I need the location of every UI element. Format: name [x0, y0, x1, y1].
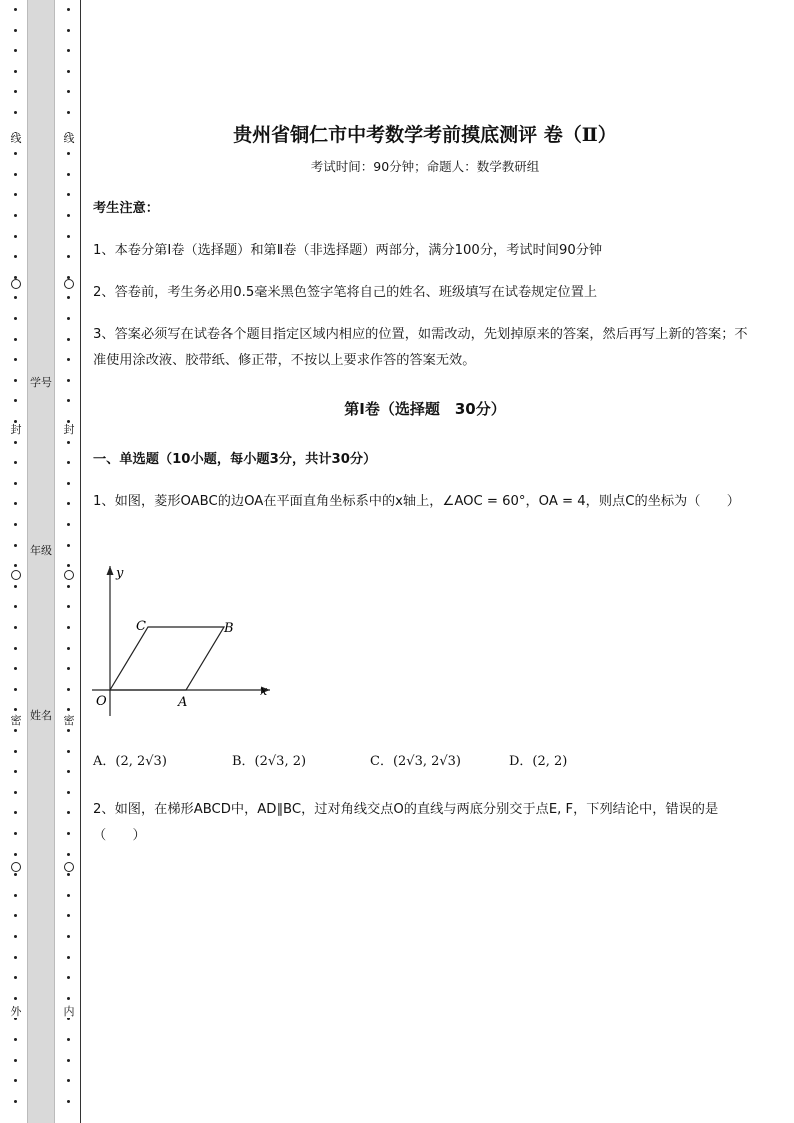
binding-dot [14, 956, 17, 959]
grade-label: 年级 [30, 544, 52, 557]
inner-mark-inside: 内 [63, 1005, 75, 1018]
binding-dot [14, 111, 17, 114]
binding-dot [67, 173, 70, 176]
binding-dot [67, 667, 70, 670]
binding-dot [14, 585, 17, 588]
point-O-label: O [96, 694, 107, 709]
binding-dot [67, 1038, 70, 1041]
binding-dot [67, 379, 70, 382]
student-info-strip [27, 0, 55, 1123]
binding-dot [67, 441, 70, 444]
notice-item-2: 2、答卷前，考生务必用0.5毫米黑色签字笔将自己的姓名、班级填写在试卷规定位置上 [93, 285, 598, 300]
binding-dot [14, 605, 17, 608]
binding-dot [67, 935, 70, 938]
binding-dot [67, 729, 70, 732]
binding-dot [14, 1038, 17, 1041]
binding-dot [67, 111, 70, 114]
outer-mark-secret: 密 [10, 714, 22, 727]
binding-dot [14, 317, 17, 320]
binding-dot [67, 894, 70, 897]
outer-mark-outside: 外 [10, 1005, 22, 1018]
x-axis-label: x [260, 684, 268, 699]
binding-dot [67, 832, 70, 835]
part-heading: 一、单选题（10小题，每小题3分，共计30分） [93, 452, 377, 467]
binding-border-line [80, 0, 81, 1123]
binding-dot [14, 152, 17, 155]
binding-dot [14, 214, 17, 217]
binding-dot [14, 894, 17, 897]
option-A[interactable]: A．(2, 2√3) [93, 754, 167, 769]
notice-item-3: 3、答案必须写在试卷各个题目指定区域内相应的位置，如需改动，先划掉原来的答案，然后再写上新的答案；不准使用涂改液、胶带纸、修正带，不按以上要求作答的答案无效。 [93, 327, 748, 368]
binding-dot [67, 461, 70, 464]
binding-dot [14, 914, 17, 917]
binding-dot [14, 708, 17, 711]
binding-dot [67, 8, 70, 11]
binding-dot [67, 358, 70, 361]
inner-dotted-line [62, 0, 76, 1123]
binding-dot [14, 90, 17, 93]
binding-dot [67, 647, 70, 650]
binding-dot [14, 173, 17, 176]
circle-mark [11, 570, 21, 580]
binding-dot [14, 626, 17, 629]
binding-dot [67, 1059, 70, 1062]
binding-dot [14, 1100, 17, 1103]
binding-dot [67, 914, 70, 917]
binding-dot [14, 791, 17, 794]
binding-dot [67, 49, 70, 52]
binding-dot [14, 1059, 17, 1062]
point-A-label: A [178, 695, 188, 710]
binding-dot [14, 193, 17, 196]
binding-dot [67, 708, 70, 711]
binding-dot [14, 935, 17, 938]
circle-mark [64, 570, 74, 580]
point-C-label: C [136, 619, 146, 634]
inner-mark-secret: 密 [63, 714, 75, 727]
option-D[interactable]: D．(2, 2) [509, 754, 568, 769]
binding-dot [67, 152, 70, 155]
binding-dot [14, 379, 17, 382]
binding-dot [67, 688, 70, 691]
circle-mark [11, 862, 21, 872]
binding-dot [67, 296, 70, 299]
binding-dot [14, 976, 17, 979]
question-1-stem: 1、如图，菱形OABC的边OA在平面直角坐标系中的x轴上，∠AOC = 60°，OA = 4，则点C的坐标为（ ） [93, 494, 740, 509]
binding-dot [14, 811, 17, 814]
exam-info: 考试时间：90分钟；命题人：数学教研组 [310, 159, 540, 174]
notice-heading: 考生注意： [93, 201, 159, 216]
binding-dot [67, 338, 70, 341]
inner-mark-seal: 封 [63, 423, 75, 436]
binding-dot [67, 1079, 70, 1082]
binding-dot [14, 338, 17, 341]
binding-dot [14, 667, 17, 670]
binding-dot [14, 358, 17, 361]
binding-dot [14, 70, 17, 73]
binding-dot [14, 770, 17, 773]
name-label: 姓名 [30, 709, 52, 722]
binding-dot [14, 873, 17, 876]
binding-dot [67, 70, 70, 73]
binding-dot [14, 502, 17, 505]
circle-mark [11, 279, 21, 289]
binding-dot [67, 1100, 70, 1103]
binding-dot [67, 29, 70, 32]
question-2-stem: 2、如图，在梯形ABCD中，AD∥BC，过对角线交点O的直线与两底分别交于点E, F，下列结论中，错误的是（ ） [93, 802, 719, 843]
binding-dot [67, 255, 70, 258]
binding-dot [14, 1079, 17, 1082]
binding-dot [67, 193, 70, 196]
binding-dot [14, 564, 17, 567]
binding-dot [14, 461, 17, 464]
binding-dot [67, 90, 70, 93]
point-B-label: B [224, 621, 234, 636]
option-B[interactable]: B．(2√3, 2) [232, 754, 307, 769]
binding-dot [67, 502, 70, 505]
binding-dot [14, 832, 17, 835]
binding-dot [67, 791, 70, 794]
option-C[interactable]: C．(2√3, 2√3) [370, 754, 462, 769]
binding-dot [67, 399, 70, 402]
binding-dot [14, 482, 17, 485]
rhombus-figure [90, 560, 275, 720]
notice-item-1: 1、本卷分第Ⅰ卷（选择题）和第Ⅱ卷（非选择题）两部分，满分100分，考试时间90分钟 [93, 243, 603, 258]
binding-dot [14, 235, 17, 238]
binding-dot [67, 770, 70, 773]
binding-dot [67, 482, 70, 485]
binding-dot [14, 750, 17, 753]
binding-dot [14, 296, 17, 299]
binding-dot [67, 605, 70, 608]
binding-dot [67, 956, 70, 959]
student-id-label: 学号 [30, 376, 52, 389]
outer-mark-seal: 封 [10, 423, 22, 436]
rhombus-OABC [110, 627, 224, 690]
binding-dot [14, 647, 17, 650]
outer-dotted-line [9, 0, 23, 1123]
binding-dot [67, 997, 70, 1000]
binding-dot [67, 317, 70, 320]
binding-dot [14, 997, 17, 1000]
binding-dot [14, 544, 17, 547]
outer-mark-line: 线 [10, 132, 22, 145]
binding-dot [14, 255, 17, 258]
binding-dot [67, 873, 70, 876]
binding-dot [14, 29, 17, 32]
binding-dot [67, 853, 70, 856]
binding-dot [67, 811, 70, 814]
binding-dot [67, 750, 70, 753]
inner-mark-line: 线 [63, 132, 75, 145]
binding-dot [67, 564, 70, 567]
binding-dot [67, 235, 70, 238]
binding-dot [14, 49, 17, 52]
circle-mark [64, 862, 74, 872]
binding-dot [14, 688, 17, 691]
circle-mark [64, 279, 74, 289]
section-title: 第Ⅰ卷（选择题 30分） [344, 400, 506, 418]
binding-dot [14, 853, 17, 856]
binding-dot [67, 976, 70, 979]
binding-dot [67, 214, 70, 217]
binding-dot [14, 399, 17, 402]
binding-dot [67, 585, 70, 588]
binding-dot [67, 544, 70, 547]
y-axis-arrow [107, 566, 114, 575]
binding-dot [14, 523, 17, 526]
binding-dot [67, 626, 70, 629]
y-axis-label: y [116, 566, 124, 581]
binding-dot [14, 729, 17, 732]
page-title: 贵州省铜仁市中考数学考前摸底测评 卷（Ⅱ） [233, 124, 617, 146]
binding-dot [14, 8, 17, 11]
binding-dot [67, 523, 70, 526]
binding-dot [14, 441, 17, 444]
